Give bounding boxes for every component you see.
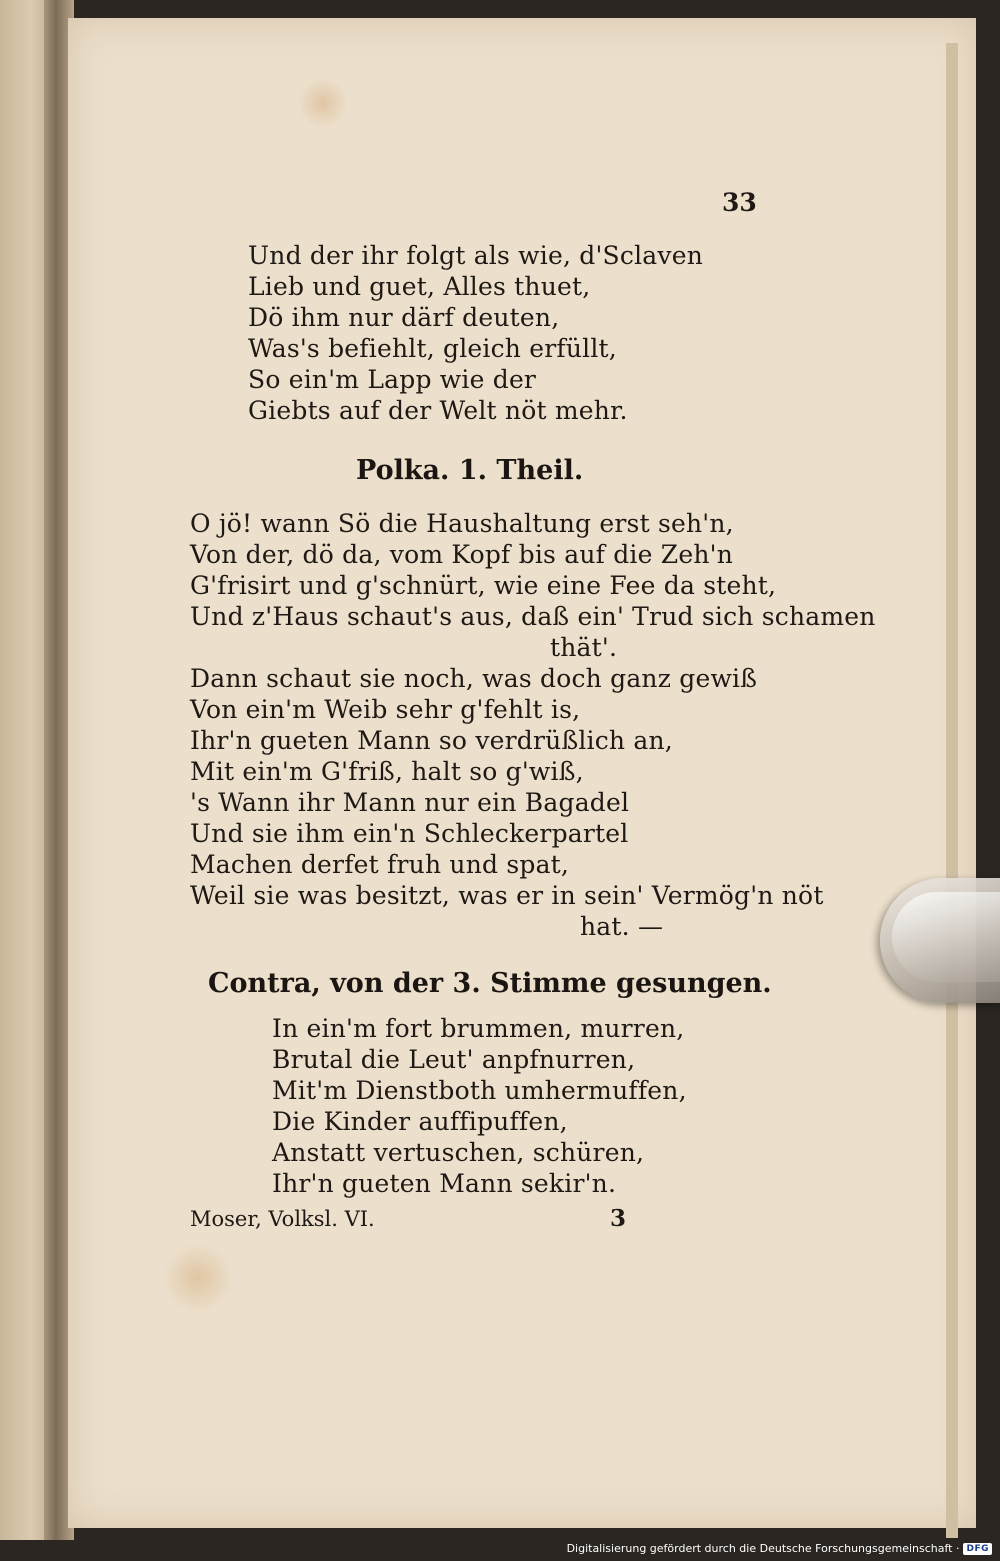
- verse-line: Und der ihr folgt als wie, d'Sclaven: [248, 241, 703, 270]
- page-clip: [880, 878, 1000, 1003]
- section-heading-contra: Contra, von der 3. Stimme gesungen.: [208, 968, 772, 999]
- stanza-2: [190, 508, 876, 942]
- dfg-logo-icon: DFG: [963, 1543, 992, 1555]
- digitization-credit: [567, 1542, 992, 1555]
- page-number: 33: [722, 188, 757, 217]
- signature-number: 3: [610, 1205, 627, 1232]
- verse-line: Mit ein'm G'friß, halt so g'wiß,: [190, 757, 584, 786]
- section-heading-polka: Polka. 1. Theil.: [356, 455, 584, 486]
- verse-line: Brutal die Leut' anpfnurren,: [272, 1045, 636, 1074]
- stanza-3: [272, 1013, 687, 1199]
- verse-line: Ihr'n gueten Mann so verdrüßlich an,: [190, 726, 673, 755]
- signature-mark: Moser, Volksl. VI.: [190, 1207, 375, 1231]
- verse-line: So ein'm Lapp wie der: [248, 365, 537, 394]
- verse-line: G'frisirt und g'schnürt, wie eine Fee da steht,: [190, 571, 777, 600]
- verse-line: Und sie ihm ein'n Schleckerpartel: [190, 819, 629, 848]
- paper-stain: [163, 1243, 233, 1313]
- verse-line: Und z'Haus schaut's aus, daß ein' Trud sich schamen: [190, 602, 876, 631]
- verse-line: Machen derfet fruh und spat,: [190, 850, 570, 879]
- verse-line: Dö ihm nur därf deuten,: [248, 303, 560, 332]
- verse-line: 's Wann ihr Mann nur ein Bagadel: [190, 788, 630, 817]
- verse-line: Giebts auf der Welt nöt mehr.: [248, 396, 628, 425]
- verse-line: Dann schaut sie noch, was doch ganz gewiß: [190, 664, 758, 693]
- verse-line: thät'.: [550, 633, 618, 662]
- verse-line: Die Kinder auffipuffen,: [272, 1107, 568, 1136]
- verse-line: In ein'm fort brummen, murren,: [272, 1014, 685, 1043]
- verse-line: Weil sie was besitzt, was er in sein' Vermög'n nöt: [190, 881, 824, 910]
- stanza-1: [248, 240, 703, 426]
- page-clip-highlight: [892, 892, 1000, 982]
- verse-line: Lieb und guet, Alles thuet,: [248, 272, 591, 301]
- verse-line: Anstatt vertuschen, schüren,: [272, 1138, 645, 1167]
- verse-line: Von ein'm Weib sehr g'fehlt is,: [190, 695, 581, 724]
- verse-line: hat. —: [580, 912, 664, 941]
- verse-line: O jö! wann Sö die Haushaltung erst seh'n,: [190, 509, 734, 538]
- verse-line: Mit'm Dienstboth umhermuffen,: [272, 1076, 687, 1105]
- verse-line: Von der, dö da, vom Kopf bis auf die Zeh'n: [190, 540, 734, 569]
- page-edge: [946, 43, 958, 1538]
- verse-line: Was's befiehlt, gleich erfüllt,: [248, 334, 617, 363]
- paper-stain: [298, 78, 348, 128]
- verse-line: Ihr'n gueten Mann sekir'n.: [272, 1169, 617, 1198]
- credit-text: Digitalisierung gefördert durch die Deutsche Forschungsgemeinschaft ·: [566, 1542, 960, 1555]
